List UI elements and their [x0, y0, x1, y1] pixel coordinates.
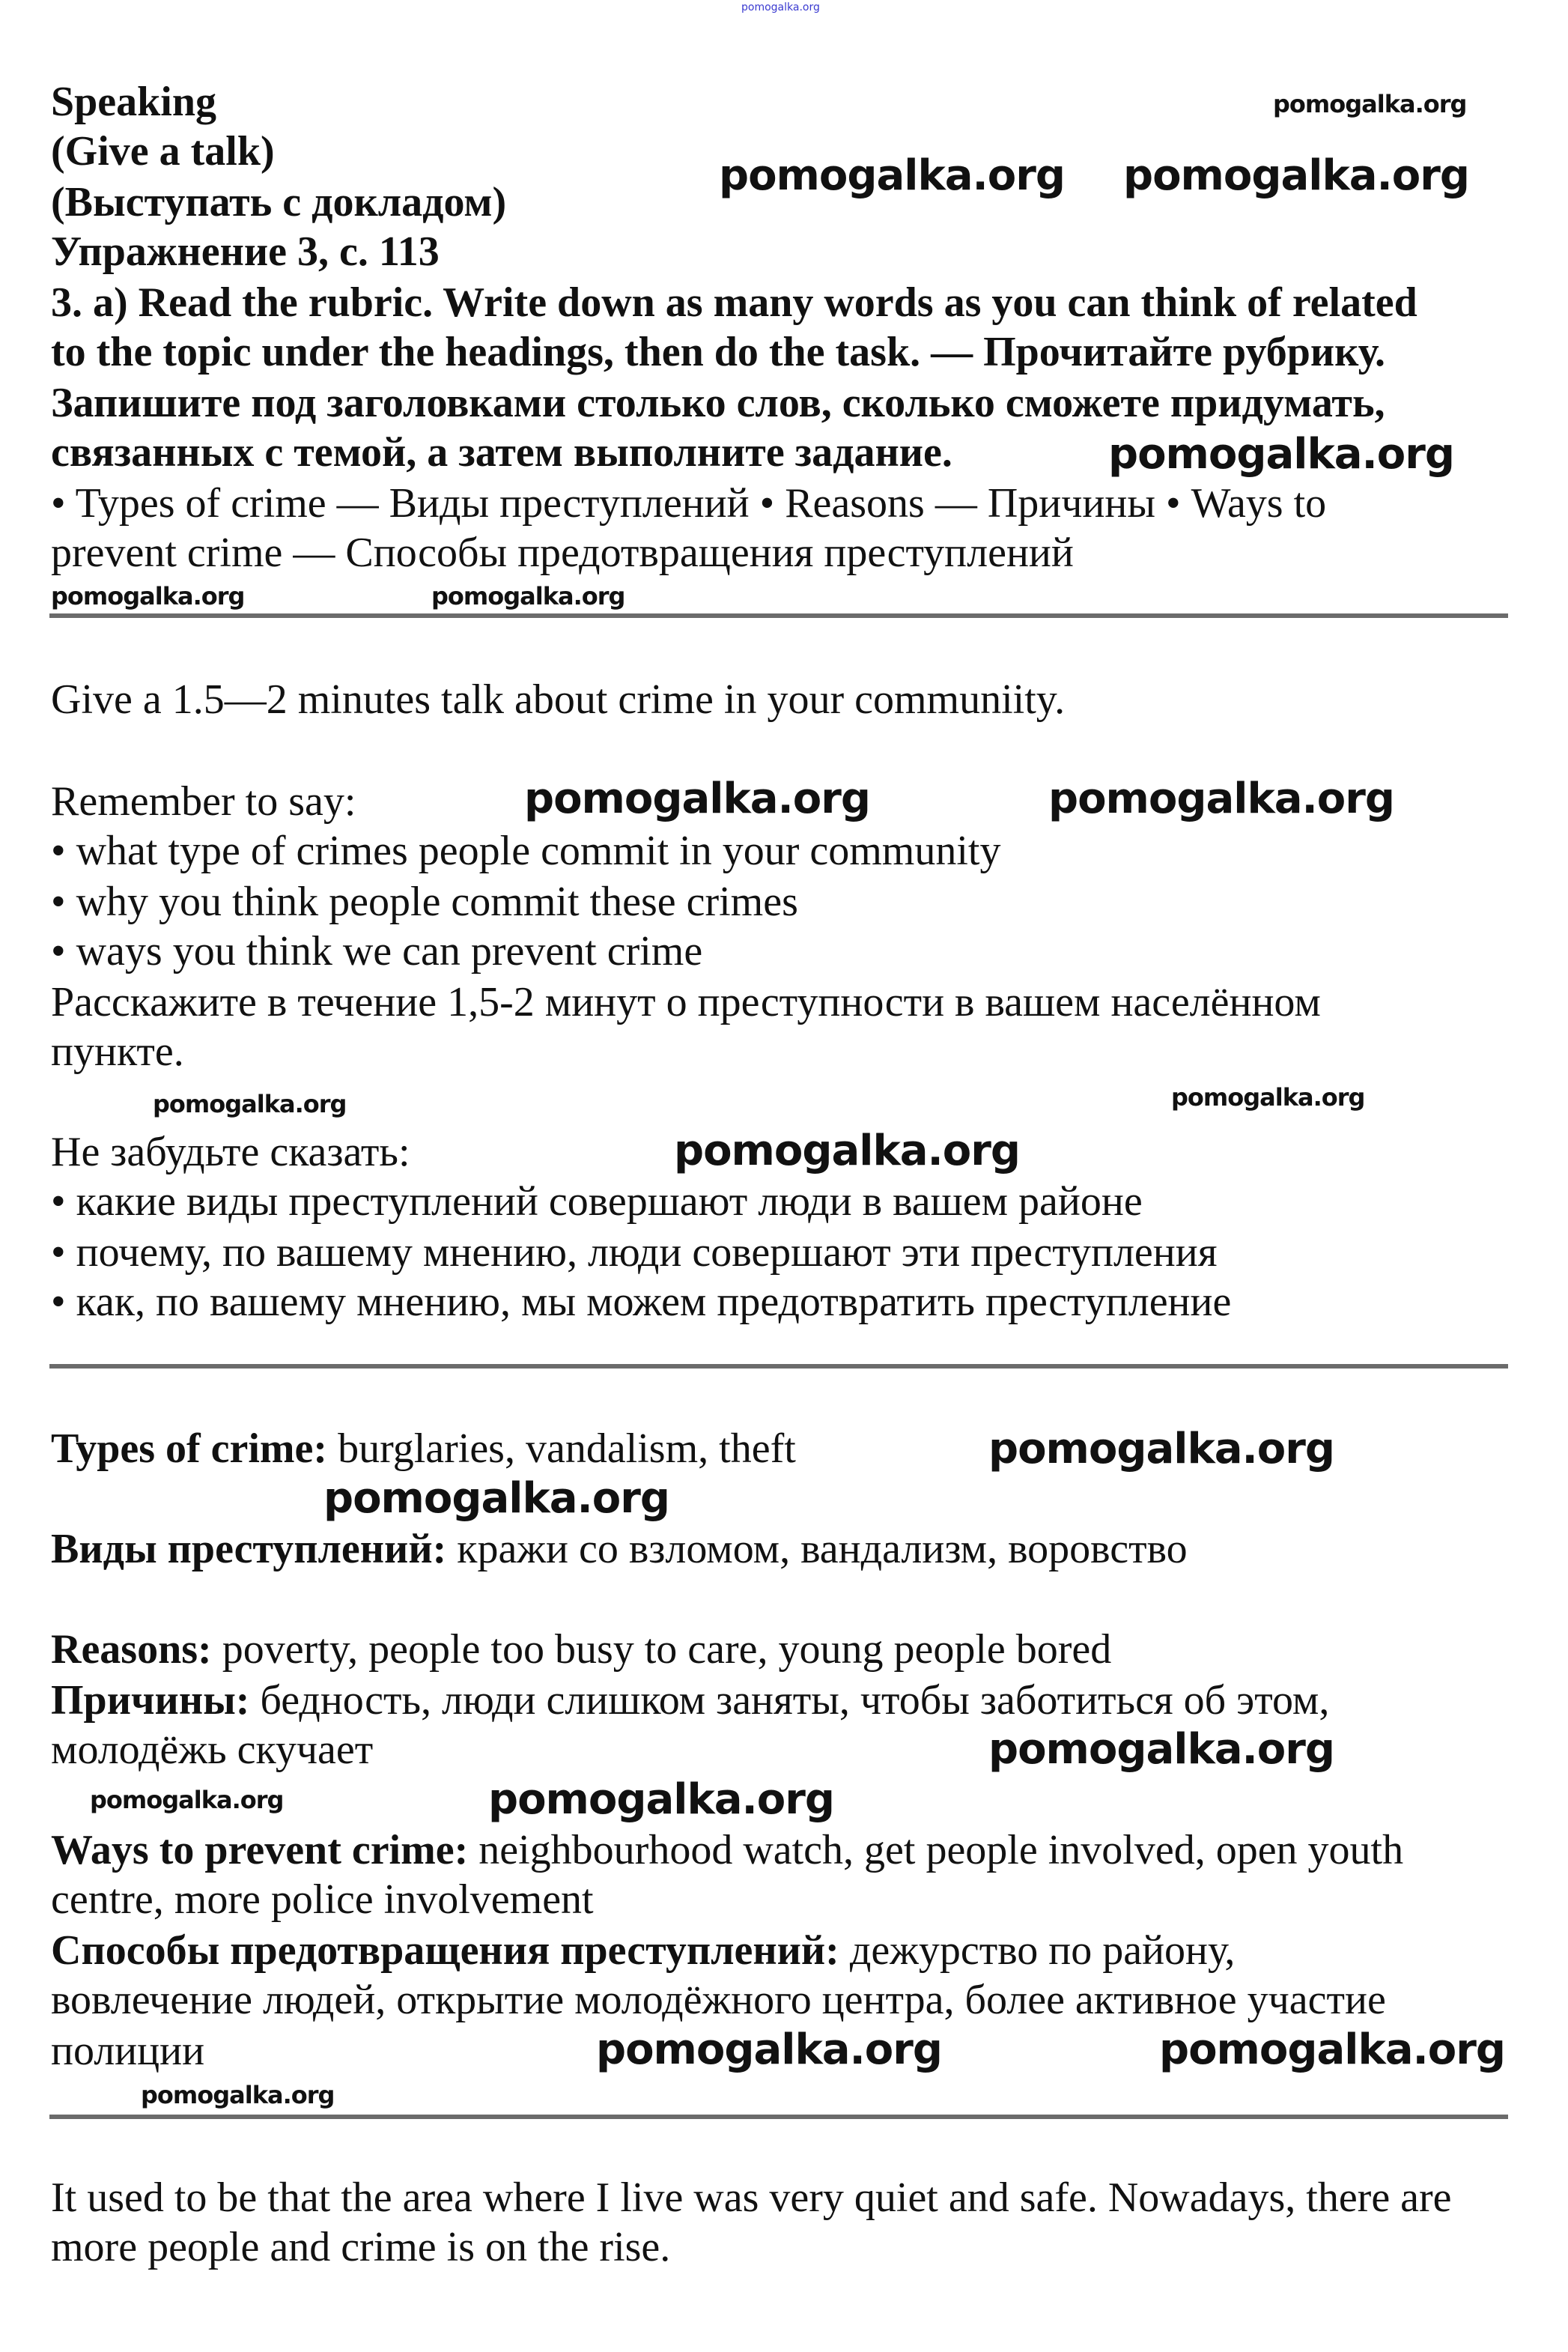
watermark: pomogalka.org — [988, 1425, 1334, 1473]
watermark: pomogalka.org — [1273, 90, 1467, 118]
answer-label: Reasons: — [51, 1626, 212, 1673]
talk-text: It used to be that the area where I live was very quiet and safe. Nowadays, there are — [51, 2174, 1452, 2221]
headings-line: prevent crime — Способы предотвращения преступлений — [51, 530, 1074, 576]
answer-label: Types of crime: — [51, 1425, 328, 1472]
answer-label: Способы предотвращения преступлений: — [51, 1927, 839, 1974]
watermark: pomogalka.org — [674, 1127, 1020, 1175]
rubric-intro: Give a 1.5—2 minutes talk about crime in your communiity. — [51, 676, 1066, 723]
headings-line: • Types of crime — Виды преступлений • Reasons — Причины • Ways to — [51, 480, 1327, 527]
watermark: pomogalka.org — [153, 1090, 347, 1118]
rubric-remember-ru: Не забудьте сказать: — [51, 1129, 410, 1175]
answer-reasons — [51, 1625, 1111, 1675]
watermark: pomogalka.org — [719, 151, 1065, 200]
task-line: Запишите под заголовками столько слов, сколько сможете придумать, — [51, 380, 1385, 426]
answer-text: бедность, люди слишком заняты, чтобы заботиться об этом, — [249, 1677, 1330, 1724]
watermark: pomogalka.org — [524, 775, 870, 823]
rubric-remember: Remember to say: — [51, 778, 356, 825]
answer-text: burglaries, vandalism, theft — [327, 1425, 796, 1472]
divider — [49, 2115, 1508, 2119]
answer-text: дежурство по району, — [839, 1927, 1236, 1974]
watermark: pomogalka.org — [51, 582, 245, 610]
watermark: pomogalka.org — [1159, 2025, 1505, 2074]
rubric-point-ru: • как, по вашему мнению, мы можем предотвратить преступление — [51, 1279, 1232, 1325]
page-title: Speaking — [51, 79, 216, 125]
exercise-number: Упражнение 3, с. 113 — [51, 228, 440, 275]
answer-text: молодёжь скучает — [51, 1727, 374, 1773]
divider — [49, 613, 1508, 618]
watermark: pomogalka.org — [988, 1725, 1334, 1774]
rubric-point: • what type of crimes people commit in your community — [51, 828, 1001, 874]
task-line: to the topic under the headings, then do the task. — Прочитайте рубрику. — [51, 329, 1385, 375]
watermark: pomogalka.org — [431, 582, 625, 610]
watermark: pomogalka.org — [323, 1474, 669, 1523]
rubric-point-ru: • почему, по вашему мнению, люди совершают эти преступления — [51, 1229, 1218, 1276]
watermark: pomogalka.org — [90, 1786, 284, 1814]
watermark: pomogalka.org — [1123, 151, 1469, 200]
answer-ways — [51, 1825, 1403, 1876]
rubric-point: • why you think people commit these crimes — [51, 879, 798, 925]
watermark: pomogalka.org — [1048, 775, 1394, 823]
task-line: 3. a) Read the rubric. Write down as many words as you can think of related — [51, 279, 1417, 326]
answer-types-ru — [51, 1524, 1188, 1574]
watermark: pomogalka.org — [141, 2081, 335, 2109]
answer-text: neighbourhood watch, get people involved, open youth — [468, 1827, 1404, 1873]
rubric-point: • ways you think we can prevent crime — [51, 928, 703, 975]
rubric-point-ru: • какие виды преступлений совершают люди в вашем районе — [51, 1178, 1143, 1225]
rubric-intro-ru: Расскажите в течение 1,5-2 минут о преступности в вашем населённом — [51, 979, 1321, 1025]
answer-label: Причины: — [51, 1677, 250, 1724]
answer-types — [51, 1424, 796, 1474]
task-line: связанных с темой, а затем выполните задание. — [51, 429, 952, 476]
subtitle-ru: (Выступать с докладом) — [51, 179, 507, 225]
watermark: pomogalka.org — [488, 1775, 834, 1824]
answer-label: Ways to prevent crime: — [51, 1827, 469, 1873]
talk-text: more people and crime is on the rise. — [51, 2224, 671, 2270]
answer-text: вовлечение людей, открытие молодёжного центра, более активное участие — [51, 1977, 1386, 2023]
top-watermark: pomogalka.org — [741, 1, 820, 13]
answer-ways-ru — [51, 1926, 1235, 1976]
answer-label: Виды преступлений: — [51, 1526, 447, 1572]
answer-text: poverty, people too busy to care, young people bored — [211, 1626, 1112, 1673]
answer-text: полиции — [51, 2028, 205, 2074]
answer-text: кражи со взломом, вандализм, воровство — [446, 1526, 1188, 1572]
watermark: pomogalka.org — [1171, 1083, 1365, 1112]
watermark: pomogalka.org — [596, 2025, 942, 2074]
answer-reasons-ru — [51, 1676, 1329, 1726]
rubric-intro-ru: пункте. — [51, 1028, 184, 1075]
divider — [49, 1364, 1508, 1369]
answer-text: centre, more police involvement — [51, 1876, 594, 1923]
subtitle-en: (Give a talk) — [51, 128, 275, 175]
watermark: pomogalka.org — [1108, 430, 1454, 479]
